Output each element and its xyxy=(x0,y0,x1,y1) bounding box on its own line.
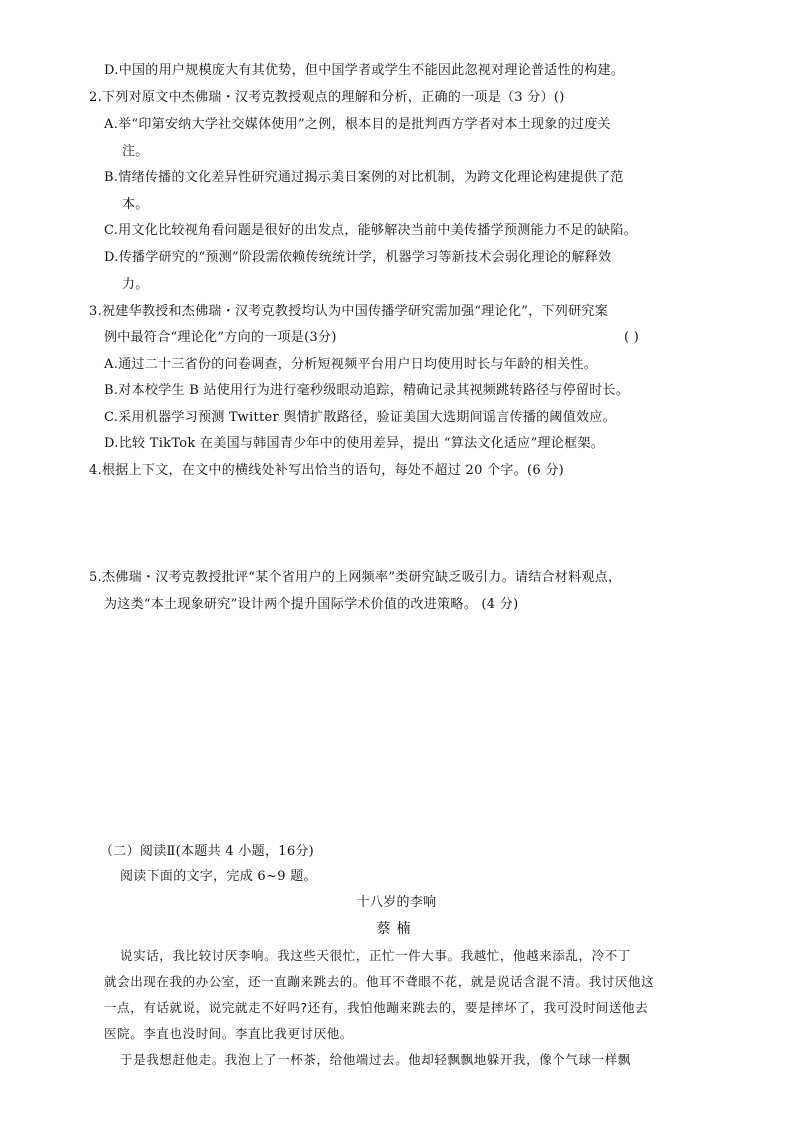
story-author: 蔡楠 xyxy=(376,921,417,937)
q3-stem: 3.祝建华教授和杰佛瑞・汉考克教授均认为中国传播学研究需加强“理论化”，下列研究案 xyxy=(89,304,608,319)
q1-option-d: D.中国的用户规模庞大有其优势，但中国学者或学生不能因此忽视对理论普适性的构建。 xyxy=(104,63,625,78)
q2-option-b: B.情绪传播的文化差异性研究通过揭示美日案例的对比机制，为跨文化理论构建提供了范 xyxy=(104,170,624,185)
q3-option-c: C.采用机器学习预测 Twitter 舆情扩散路径，验证美国大选期间谣言传播的阈值效应。 xyxy=(104,410,616,425)
q5-stem: 5.杰佛瑞・汉考克教授批评“某个省用户的上网频率”类研究缺乏吸引力。请结合材料观点， xyxy=(89,570,622,585)
story-paragraph-1-line-2: 就会出现在我的办公室，还一直蹦来跳去的。他耳不聋眼不花，就是说话含混不清。我讨厌他这 xyxy=(104,974,655,989)
story-paragraph-1-line-4: 医院。李直也没时间。李直比我更讨厌他。 xyxy=(104,1026,353,1041)
q2-option-d: D.传播学研究的“预测”阶段需依赖传统统计学，机器学习等新技术会弱化理论的解释效 xyxy=(104,250,612,265)
story-paragraph-1-line-3: 一点，有话就说，说完就走不好吗?还有，我怕他蹦来跳去的，要是摔坏了，我可没时间送他去 xyxy=(104,1000,649,1015)
story-paragraph-1-line-1: 说实话，我比较讨厌李响。我这些天很忙，正忙一件大事。我越忙，他越来添乱，冷不丁 xyxy=(120,948,631,963)
q2-option-d-cont: 力。 xyxy=(122,277,149,292)
q2-option-b-cont: 本。 xyxy=(122,197,149,212)
story-title: 十八岁的李响 xyxy=(356,895,437,910)
section-instruction: 阅读下面的文字，完成 6~9 题。 xyxy=(120,869,317,884)
q3-answer-bracket: ( ) xyxy=(624,330,640,345)
q4-stem: 4.根据上下文，在文中的横线处补写出恰当的语句，每处不超过 20 个字。(6 分) xyxy=(89,463,565,478)
q2-option-c: C.用文化比较视角看问题是很好的出发点，能够解决当前中美传播学预测能力不足的缺陷。 xyxy=(104,223,637,238)
q2-stem: 2.下列对原文中杰佛瑞・汉考克教授观点的理解和分析，正确的一项是（3 分）() xyxy=(89,90,565,105)
q3-option-a: A.通过二十三省份的问卷调查，分析短视频平台用户日均使用时长与年龄的相关性。 xyxy=(104,357,597,372)
q5-stem-cont: 为这类“本土现象研究”设计两个提升国际学术价值的改进策略。 (4 分) xyxy=(104,597,519,612)
q3-option-d: D.比较 TikTok 在美国与韩国青少年中的使用差异，提出 “算法文化适应”理论框架。 xyxy=(104,436,605,451)
section-heading: （二）阅读Ⅱ(本题共 4 小题，16分) xyxy=(100,844,315,859)
story-paragraph-2-line-1: 于是我想赶他走。我泡上了一杯茶，给他端过去。他却轻飘飘地躲开我，像个气球一样飘 xyxy=(120,1052,631,1067)
q3-stem-cont: 例中最符合“理论化”方向的一项是(3分) xyxy=(104,330,337,345)
q3-option-b: B.对本校学生 B 站使用行为进行毫秒级眼动追踪，精确记录其视频跳转路径与停留时长。 xyxy=(104,383,630,398)
q2-option-a: A.举“印第安纳大学社交媒体使用”之例，根本目的是批判西方学者对本土现象的过度关 xyxy=(104,117,611,132)
q2-option-a-cont: 注。 xyxy=(122,144,149,159)
